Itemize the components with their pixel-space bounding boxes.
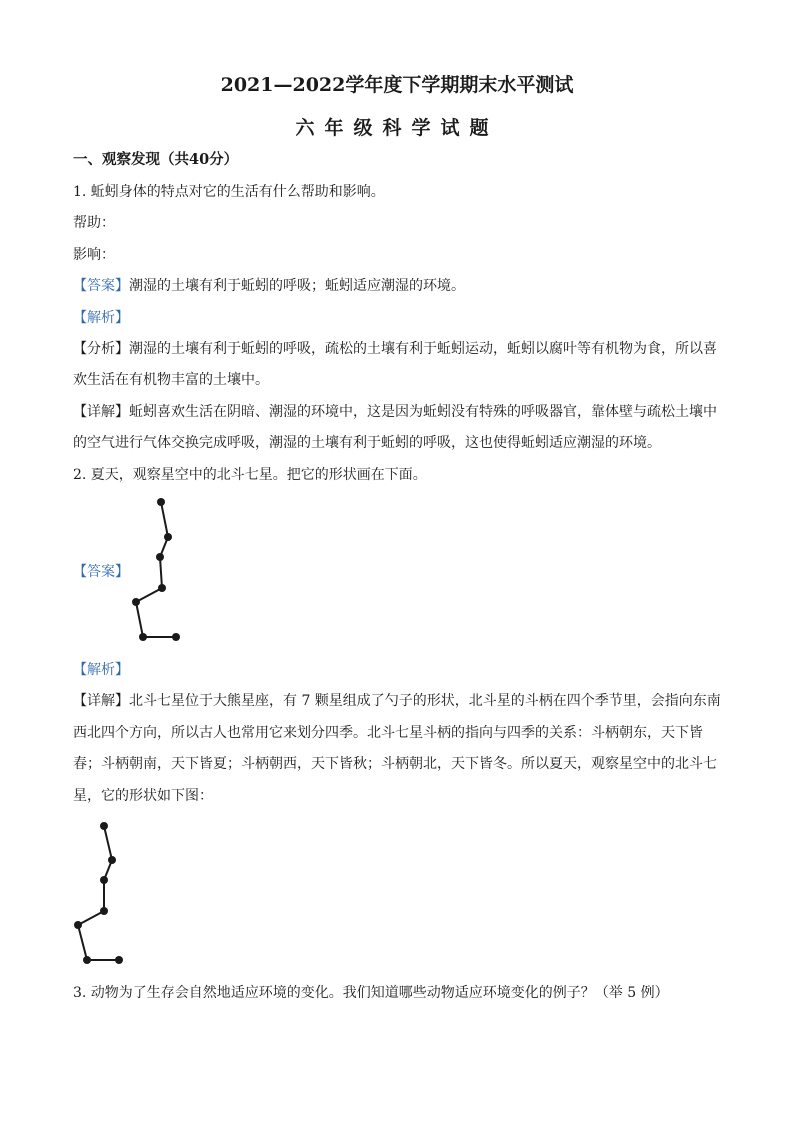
q1-help-label: 帮助：: [73, 215, 115, 231]
q2-detail-text-1: 北斗七星位于大熊星座，有 7 颗星组成了勺子的形状，北斗星的斗柄在四个季节里，会指向东南: [129, 693, 721, 709]
dipper-lines: [136, 502, 176, 637]
big-dipper-answer-figure: [125, 495, 185, 645]
q1-effect-label: 影响：: [73, 247, 115, 263]
page-title: 2021—2022学年度下学期期末水平测试: [220, 74, 574, 96]
q1-question: 1. 蚯蚓身体的特点对它的生活有什么帮助和影响。: [73, 184, 385, 200]
q1-analysis-tag: 【解析】: [73, 310, 129, 326]
q2-analysis-tag: 【解析】: [73, 662, 129, 678]
fenxi-tag: 【分析】: [73, 341, 129, 357]
fenxi-text-1: 潮湿的土壤有利于蚯蚓的呼吸，疏松的土壤有利于蚯蚓运动，蚯蚓以腐叶等有机物为食，所以喜: [129, 341, 717, 357]
q2-detail-tag: 【详解】: [73, 693, 129, 709]
q2-detail-line2: 西北四个方向，所以古人也常用它来划分四季。北斗七星斗柄的指向与四季的关系：斗柄朝东，天下皆: [73, 725, 703, 741]
big-dipper-explanation-figure: [66, 818, 126, 968]
q2-answer-tag: 【答案】: [73, 564, 129, 580]
section-heading: 一、观察发现（共40分）: [73, 151, 239, 168]
detail-tag: 【详解】: [73, 404, 129, 420]
detail-text-1: 蚯蚓喜欢生活在阴暗、潮湿的环境中，这是因为蚯蚓没有特殊的呼吸器官，靠体壁与疏松土壤中: [129, 404, 717, 420]
q2-detail-line3: 春；斗柄朝南，天下皆夏；斗柄朝西，天下皆秋；斗柄朝北，天下皆冬。所以夏天，观察星空中的北斗七: [73, 756, 717, 772]
q2-detail-line4: 星，它的形状如下图：: [73, 788, 213, 804]
q3-question: 3. 动物为了生存会自然地适应环境的变化。我们知道哪些动物适应环境变化的例子？（举 5 例）: [73, 985, 669, 1001]
q1-fenxi-line2: 欢生活在有机物丰富的土壤中。: [73, 372, 269, 388]
q2-question: 2. 夏天，观察星空中的北斗七星。把它的形状画在下面。: [73, 467, 427, 483]
q1-detail-line1: [73, 402, 723, 422]
q1-detail-line2: 的空气进行气体交换完成呼吸，潮湿的土壤有利于蚯蚓的呼吸，这也使得蚯蚓适应潮湿的环境。: [73, 435, 661, 451]
dipper-lines-2: [78, 826, 119, 960]
q1-answer: [73, 276, 723, 296]
page-subtitle: 六年级科学试题: [295, 117, 499, 139]
dipper-stars-2: [74, 822, 123, 964]
q2-detail-line1: [73, 691, 723, 711]
q1-answer-text: 潮湿的土壤有利于蚯蚓的呼吸；蚯蚓适应潮湿的环境。: [129, 278, 465, 294]
answer-tag: 【答案】: [73, 278, 129, 294]
q1-fenxi-line1: [73, 339, 723, 359]
